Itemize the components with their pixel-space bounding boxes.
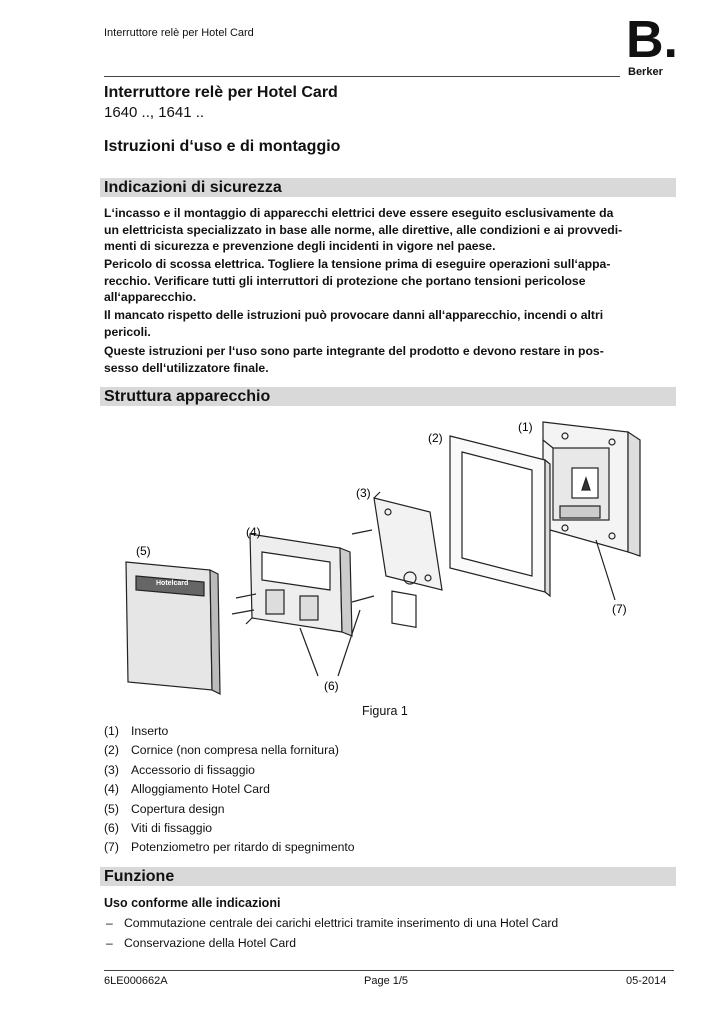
label-4: (4) [246, 525, 261, 539]
legend-number: (1) [104, 724, 119, 738]
section-heading-safety: Indicazioni di sicurezza [104, 179, 282, 196]
text-line: recchio. Verificare tutti gli interruttori di protezione che portano tensioni pericolose [104, 273, 586, 288]
text-line: Pericolo di scossa elettrica. Togliere la tensione prima di eseguire operazioni sull‘appa- [104, 257, 611, 271]
bullet-item [106, 916, 558, 930]
text-line: Il mancato rispetto delle istruzioni può provocare danni all‘apparecchio, incendi o altri [104, 308, 604, 322]
section-heading-function: Funzione [104, 868, 175, 885]
document-title: Interruttore relè per Hotel Card [104, 84, 338, 101]
figure-caption: Figura 1 [362, 704, 408, 718]
section-heading-structure: Struttura apparecchio [104, 388, 271, 405]
berker-logo-name: Berker [628, 66, 663, 78]
text-line: L‘incasso e il montaggio di apparecchi elettrici deve essere eseguito esclusivamente da [104, 206, 614, 220]
housing-drawing [246, 534, 352, 636]
safety-paragraph-3 [104, 307, 674, 340]
bullet-text: Commutazione centrale dei carichi elettrici tramite inserimento di una Hotel Card [124, 916, 559, 930]
text-line: un elettricista specializzato in base alle norme, alle direttive, alle condizioni e ai provvedi- [104, 222, 623, 237]
text-line: all‘apparecchio. [104, 290, 197, 304]
berker-logo-mark: B. [626, 11, 678, 69]
legend-number: (7) [104, 840, 119, 854]
safety-paragraph-2 [104, 256, 674, 306]
header-divider [104, 76, 620, 77]
exploded-device-diagram [0, 410, 724, 700]
document-number: 6LE000662A [104, 975, 168, 987]
legend-text: Potenziometro per ritardo di spegnimento [131, 840, 355, 854]
text-line: Queste istruzioni per l‘uso sono parte integrante del prodotto e devono restare in pos- [104, 344, 604, 358]
legend-text: Viti di fissaggio [131, 821, 213, 835]
document-date: 05-2014 [626, 975, 667, 987]
safety-paragraph-4 [104, 343, 674, 376]
label-5: (5) [136, 544, 151, 558]
legend-number: (3) [104, 763, 119, 777]
text-line: sesso dell‘utilizzatore finale. [104, 360, 269, 375]
section-safety [100, 178, 676, 197]
bullet-dash: – [106, 936, 113, 950]
bullet-text: Conservazione della Hotel Card [124, 936, 297, 950]
document-subtitle: Istruzioni d‘uso e di montaggio [104, 138, 341, 155]
legend-number: (5) [104, 802, 119, 816]
legend-text: Cornice (non compresa nella fornitura) [131, 743, 339, 757]
legend-text: Accessorio di fissaggio [131, 763, 255, 777]
label-7: (7) [612, 602, 627, 616]
legend-text: Inserto [131, 724, 169, 738]
section-structure [100, 387, 676, 406]
frame-drawing [450, 436, 550, 596]
legend-number: (6) [104, 821, 119, 835]
text-line: pericoli. [104, 324, 151, 339]
function-subheading: Uso conforme alle indicazioni [104, 896, 281, 910]
label-1: (1) [518, 420, 533, 434]
page-number: Page 1/5 [364, 975, 409, 987]
running-title: Interruttore relè per Hotel Card [104, 27, 254, 39]
legend-text: Alloggiamento Hotel Card [131, 782, 270, 796]
fixing-accessory-drawing [374, 492, 442, 627]
label-2: (2) [428, 431, 443, 445]
section-function [100, 867, 676, 886]
model-numbers: 1640 .., 1641 .. [104, 104, 205, 121]
legend-number: (4) [104, 782, 119, 796]
label-3: (3) [356, 486, 371, 500]
bullet-item [106, 936, 296, 950]
card-slot-text: Hotelcard [156, 580, 189, 587]
footer-divider [104, 970, 674, 971]
bullet-dash: – [106, 916, 113, 930]
legend-number: (2) [104, 743, 119, 757]
legend-text: Copertura design [131, 802, 225, 816]
insert-drawing [543, 422, 640, 556]
label-6: (6) [324, 679, 339, 693]
text-line: menti di sicurezza e prevenzione degli incidenti in vigore nel paese. [104, 239, 496, 253]
safety-paragraph-1 [104, 205, 674, 255]
